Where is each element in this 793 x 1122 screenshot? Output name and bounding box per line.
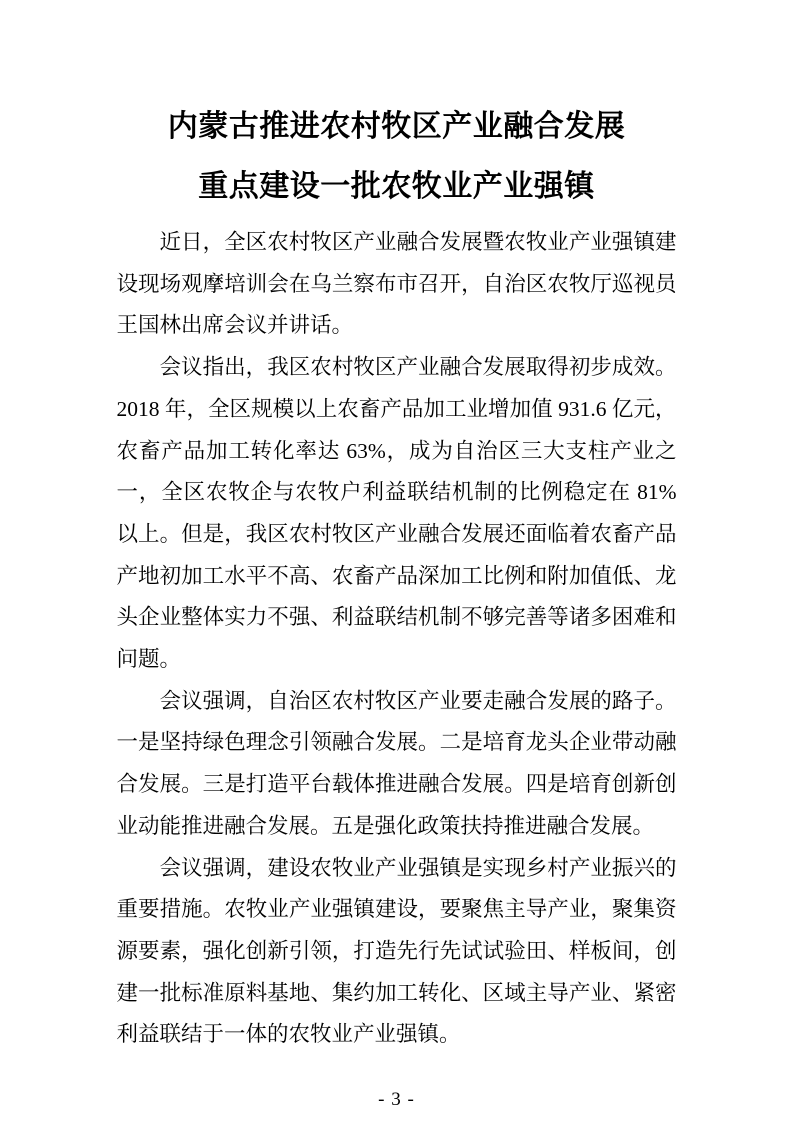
document-body <box>117 222 677 1056</box>
document-title-block <box>0 0 793 217</box>
document-title-line1: 内蒙古推进农村牧区产业融合发展 <box>167 110 626 143</box>
paragraph-4: 会议强调，建设农牧业产业强镇是实现乡村产业振兴的重要措施。农牧业产业强镇建设，要聚焦主导产业，聚集资源要素，强化创新引领，打造先行先试试验田、样板间，创建一批标准原料基地、集约加工转化、区域主导产业、紧密利益联结于一体的农牧业产业强镇。 <box>116 855 677 1047</box>
paragraph-2: 会议指出，我区农村牧区产业融合发展取得初步成效。2018 年，全区规模以上农畜产品加工业增加值 931.6 亿元，农畜产品加工转化率达 63%，成为自治区三大支柱产业之一，全区农牧企与农牧户利益联结机制的比例稳定在 81%以上。但是，我区农村牧区产业融合发展还面临着农畜产品产地初加工水平不高、农畜产品深加工比例和附加值低、龙头企业整体实力不强、利益联结机制不够完善等诸多困难和问题。 <box>116 355 677 672</box>
page-number: - 3 - <box>378 1089 415 1111</box>
paragraph-3: 会议强调，自治区农村牧区产业要走融合发展的路子。一是坚持绿色理念引领融合发展。二是培育龙头企业带动融合发展。三是打造平台载体推进融合发展。四是培育创新创业动能推进融合发展。五是强化政策扶持推进融合发展。 <box>116 688 677 838</box>
document-title-line2: 重点建设一批农牧业产业强镇 <box>198 170 595 203</box>
paragraph-1: 近日，全区农村牧区产业融合发展暨农牧业产业强镇建设现场观摩培训会在乌兰察布市召开，自治区农牧厅巡视员王国林出席会议并讲话。 <box>116 230 677 338</box>
